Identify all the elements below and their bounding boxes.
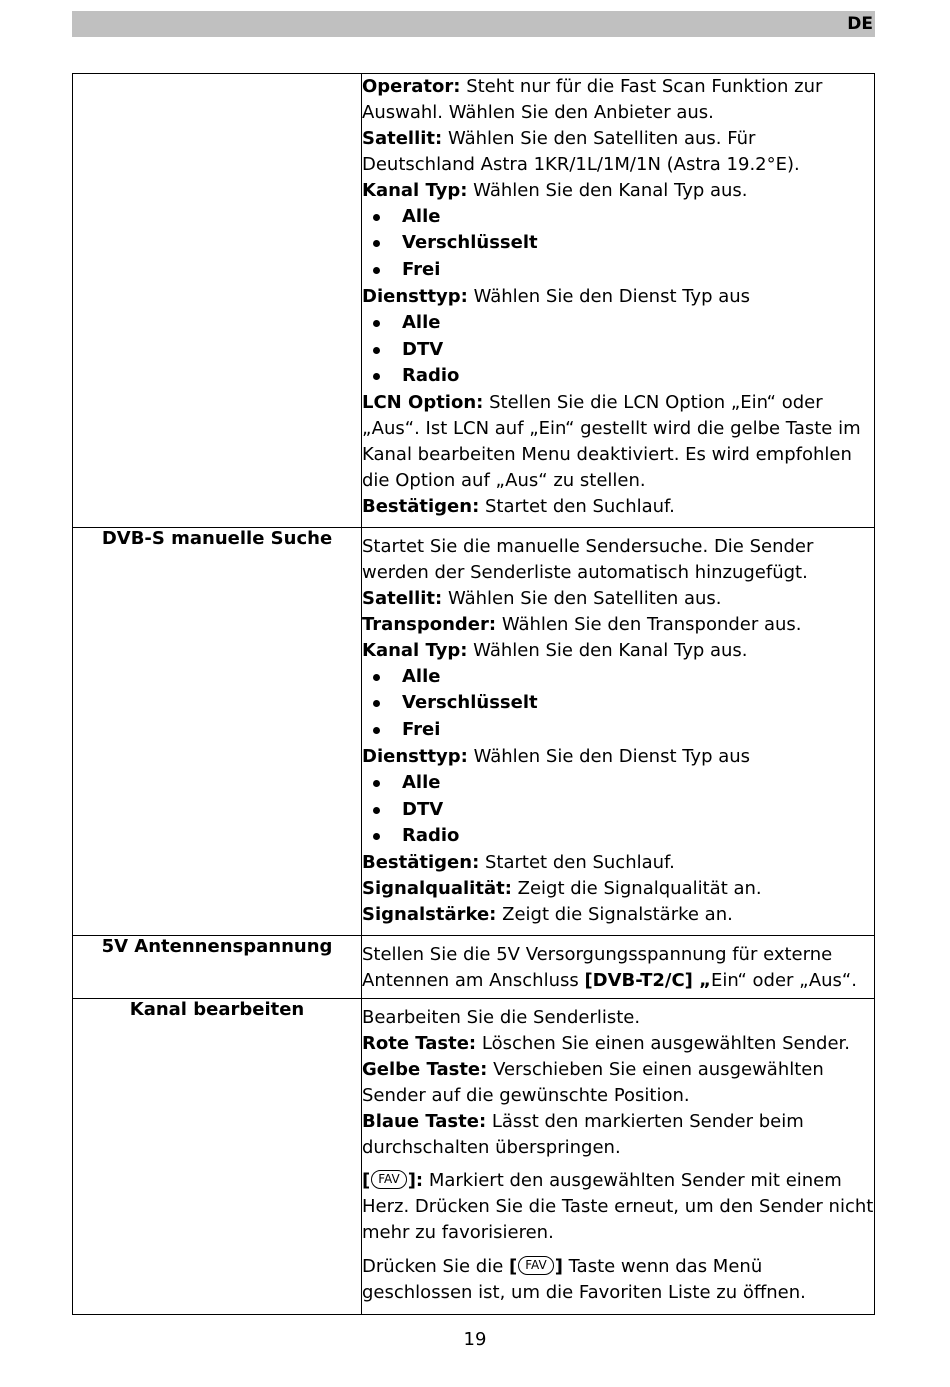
page-number: 19 [463, 1329, 487, 1350]
definition: Markiert den ausgewählten Sender mit einem Herz. Drücken Sie die Taste erneut, um den Sender nicht mehr zu favorisieren. [362, 1170, 874, 1244]
definition: Startet den Suchlauf. [479, 495, 675, 517]
row-description [362, 528, 875, 936]
kanaltyp-line [362, 638, 874, 664]
bestaetigen-line [362, 850, 874, 876]
definition: Taste wenn das Menü geschlossen ist, um die Favoriten Liste zu öffnen. [362, 1256, 806, 1304]
term: Gelbe Taste: [362, 1058, 488, 1080]
list-item: Radio [362, 823, 874, 850]
term: Signalqualität: [362, 878, 512, 900]
row-label: 5V Antennenspannung [73, 936, 362, 999]
table-row [73, 936, 875, 999]
term: Satellit: [362, 587, 443, 609]
term: Kanal Typ: [362, 179, 468, 201]
term: Rote Taste: [362, 1032, 477, 1054]
bestaetigen-line [362, 494, 874, 520]
definition: Steht nur für die Fast Scan Funktion zur Auswahl. Wählen Sie den Anbieter aus. [362, 76, 823, 123]
bracket: [ [509, 1256, 518, 1278]
row-label: DVB-S manuelle Suche [73, 528, 362, 936]
term: Diensttyp: [362, 285, 468, 307]
list-item: Alle [362, 770, 874, 797]
diensttyp-line [362, 284, 874, 310]
kanaltyp-options [362, 664, 874, 744]
definition: Wählen Sie den Dienst Typ aus [467, 745, 751, 767]
connector-label: [DVB-T2/C] „ [584, 969, 712, 991]
definition: Lässt den markierten Sender beim durchschalten überspringen. [362, 1110, 804, 1158]
fav-key-icon: FAV [518, 1256, 553, 1275]
intro-text: Bearbeiten Sie die Senderliste. [362, 1007, 641, 1028]
lcn-line [362, 390, 874, 494]
list-item: Alle [362, 204, 874, 231]
red-key-line [362, 1031, 874, 1057]
bracket: ] [554, 1256, 563, 1278]
term: Transponder: [362, 613, 497, 635]
list-item: DTV [362, 797, 874, 824]
bracket: [ [362, 1170, 371, 1192]
term: Diensttyp: [362, 745, 468, 767]
list-item: Verschlüsselt [362, 690, 874, 717]
header-bar [72, 11, 875, 37]
antenna-voltage-text [362, 942, 874, 994]
kanaltyp-options [362, 204, 874, 284]
definition: Wählen Sie den Kanal Typ aus. [467, 639, 748, 661]
term: Bestätigen: [362, 852, 480, 874]
row-label [73, 74, 362, 528]
list-item: Alle [362, 664, 874, 691]
signalstaerke-line [362, 902, 874, 928]
term: LCN Option: [362, 392, 484, 414]
definition: Wählen Sie den Transponder aus. [496, 613, 802, 635]
text-part: Drücken Sie die [362, 1256, 509, 1278]
table-row [73, 999, 875, 1315]
diensttyp-line [362, 744, 874, 770]
row-description [362, 999, 875, 1315]
kanaltyp-line [362, 178, 874, 204]
list-item: Frei [362, 717, 874, 744]
definition: Zeigt die Signalstärke an. [496, 904, 733, 926]
text-part: Stellen Sie die 5V Versorgungsspannung für externe Antennen am Anschluss [362, 944, 833, 991]
satellit-line [362, 586, 874, 612]
list-item: DTV [362, 337, 874, 364]
fav-key-line [362, 1168, 874, 1246]
row-description [362, 936, 875, 999]
definition: Löschen Sie einen ausgewählten Sender. [476, 1032, 851, 1054]
operator-line [362, 74, 874, 126]
diensttyp-options [362, 310, 874, 390]
definition: Wählen Sie den Kanal Typ aus. [467, 179, 748, 201]
transponder-line [362, 612, 874, 638]
list-item: Radio [362, 363, 874, 390]
intro-text: Startet Sie die manuelle Sendersuche. Die Sender werden der Senderliste automatisch hinzugefügt. [362, 536, 814, 583]
term: Signalstärke: [362, 904, 497, 926]
term: Kanal Typ: [362, 639, 468, 661]
diensttyp-options [362, 770, 874, 850]
row-label: Kanal bearbeiten [73, 999, 362, 1315]
term: Blaue Taste: [362, 1110, 487, 1132]
yellow-key-line [362, 1057, 874, 1109]
definition: Wählen Sie den Satelliten aus. [442, 587, 722, 609]
bracket: ]: [407, 1170, 424, 1192]
text-part: Ein“ oder „Aus“. [711, 969, 857, 991]
definition: Stellen Sie die LCN Option „Ein“ oder „Aus“. Ist LCN auf „Ein“ gestellt wird die gelbe Taste im Kanal bearbeiten Menu deaktiviert. Es wird empfohlen die Option auf „Aus“ zu stellen. [362, 392, 861, 491]
definition: Wählen Sie den Dienst Typ aus [467, 285, 751, 307]
language-code: DE [847, 14, 873, 34]
table-row [73, 74, 875, 528]
definition: Startet den Suchlauf. [479, 852, 675, 874]
term: Bestätigen: [362, 495, 480, 517]
definition: Wählen Sie den Satelliten aus. Für Deutschland Astra 1KR/1L/1M/1N (Astra 19.2°E). [362, 127, 800, 175]
table-row [73, 528, 875, 936]
list-item: Alle [362, 310, 874, 337]
signalqualitaet-line [362, 876, 874, 902]
term: Operator: [362, 76, 461, 97]
blue-key-line [362, 1109, 874, 1161]
list-item: Frei [362, 257, 874, 284]
fav-key-icon: FAV [371, 1170, 406, 1189]
fav-open-list-line [362, 1254, 874, 1306]
definition: Verschieben Sie einen ausgewählten Sender auf die gewünschte Position. [362, 1058, 824, 1106]
spec-table [72, 73, 875, 1315]
row-description [362, 74, 875, 528]
term: Satellit: [362, 127, 443, 149]
list-item: Verschlüsselt [362, 230, 874, 257]
definition: Zeigt die Signalqualität an. [511, 878, 762, 900]
satellit-line [362, 126, 874, 178]
